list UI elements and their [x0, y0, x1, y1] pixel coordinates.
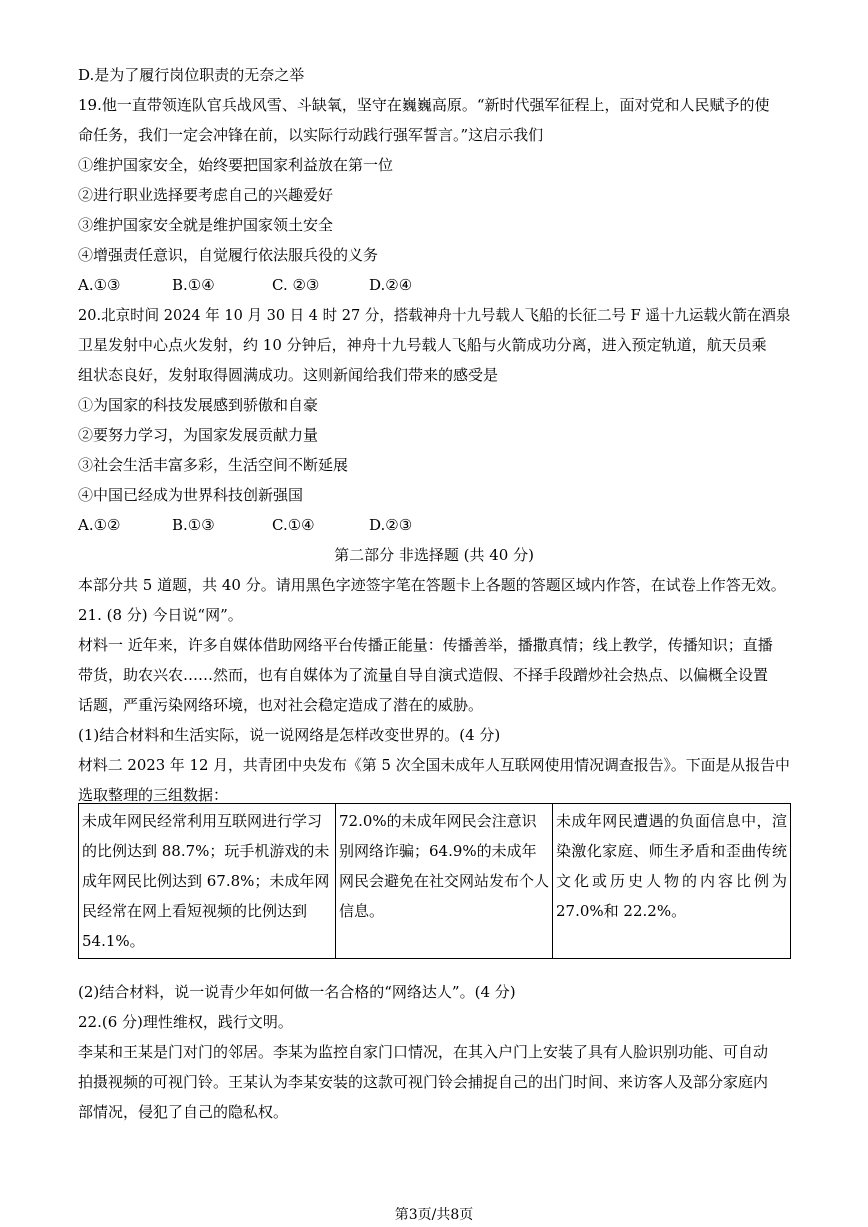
q20-statement-2: ②要努力学习，为国家发展贡献力量 [78, 426, 319, 444]
q21-subquestion-1: (1)结合材料和生活实际，说一说网络是怎样改变世界的。(4 分) [78, 726, 501, 744]
q21-material1-line-3: 话题，严重污染网络环境，也对社会稳定造成了潜在的威胁。 [78, 696, 484, 714]
q21-material2-line-1: 材料二 2023 年 12 月，共青团中央发布《第 5 次全国未成年人互联网使用情况调查报告》。下面是从报告中 [78, 756, 790, 774]
q22-line-2: 拍摄视频的可视门铃。王某认为李某安装的这款可视门铃会捕捉自己的出门时间、来访客人及部分家庭内 [78, 1073, 769, 1091]
q20-option-a: A.①② [78, 516, 121, 534]
q20-stem-line-3: 组状态良好，发射取得圆满成功。这则新闻给我们带来的感受是 [78, 366, 499, 384]
q20-statement-1: ①为国家的科技发展感到骄傲和自豪 [78, 396, 319, 414]
q19-option-c: C. ②③ [272, 276, 320, 294]
table-cell-fraud-privacy: 72.0%的未成年网民会注意识别网络诈骗；64.9%的未成年网民会避免在社交网站发布个人信息。 [336, 804, 553, 959]
q19-statement-3: ③维护国家安全就是维护国家领土安全 [78, 216, 334, 234]
table-cell-learning-gaming-video: 未成年网民经常利用互联网进行学习的比例达到 88.7%；玩手机游戏的未成年网民比例达到 67.8%；未成年网民经常在网上看短视频的比例达到 54.1%。 [79, 804, 336, 959]
q21-material2-line-2: 选取整理的三组数据： [78, 786, 229, 804]
q20-option-c: C.①④ [272, 516, 315, 534]
part2-instructions: 本部分共 5 道题，共 40 分。请用黑色字迹签字笔在答题卡上各题的答题区域内作答，在试卷上作答无效。 [78, 576, 786, 594]
q18-option-d: D.是为了履行岗位职责的无奈之举 [78, 66, 305, 84]
q22-line-3: 部情况，侵犯了自己的隐私权。 [78, 1103, 289, 1121]
q19-statement-1: ①维护国家安全，始终要把国家利益放在第一位 [78, 156, 394, 174]
q19-stem-line-1: 19.他一直带领连队官兵战风雪、斗缺氧，坚守在巍巍高原。“新时代强军征程上，面对党和人民赋予的使 [78, 96, 770, 114]
q21-material1-line-1: 材料一 近年来，许多自媒体借助网络平台传播正能量：传播善举，播撒真情；线上教学，传播知识；直播 [78, 636, 773, 654]
table-cell-negative-info: 未成年网民遭遇的负面信息中，渲染激化家庭、师生矛盾和歪曲传统文化或历史人物的内容比例为 27.0%和 22.2%。 [553, 804, 791, 959]
table-row [79, 804, 791, 959]
part2-title: 第二部分 非选择题 (共 40 分) [334, 546, 534, 564]
q20-option-d: D.②③ [369, 516, 413, 534]
q20-stem-line-1: 20.北京时间 2024 年 10 月 30 日 4 时 27 分，搭载神舟十九号载人飞船的长征二号 F 遥十九运载火箭在酒泉 [78, 306, 791, 324]
q22-line-1: 李某和王某是门对门的邻居。李某为监控自家门口情况，在其入户门上安装了具有人脸识别功能、可自动 [78, 1043, 769, 1061]
q20-stem-line-2: 卫星发射中心点火发射，约 10 分钟后，神舟十九号载人飞船与火箭成功分离，进入预定轨道，航天员乘 [78, 336, 767, 354]
q19-statement-4: ④增强责任意识，自觉履行依法服兵役的义务 [78, 246, 379, 264]
q20-option-b: B.①③ [172, 516, 215, 534]
page-number: 第3页/共8页 [394, 1207, 474, 1223]
q19-option-d: D.②④ [369, 276, 413, 294]
survey-data-table [78, 803, 791, 959]
q21-material1-line-2: 带货，助农兴农……然而，也有自媒体为了流量自导自演式造假、不择手段蹭炒社会热点、以偏概全设置 [78, 666, 769, 684]
q21-title: 21. (8 分) 今日说“网”。 [78, 606, 243, 624]
q19-stem-line-2: 命任务，我们一定会冲锋在前，以实际行动践行强军誓言。”这启示我们 [78, 126, 544, 144]
q19-option-b: B.①④ [172, 276, 215, 294]
q22-title: 22.(6 分)理性维权，践行文明。 [78, 1013, 293, 1031]
q19-option-a: A.①③ [78, 276, 121, 294]
q19-statement-2: ②进行职业选择要考虑自己的兴趣爱好 [78, 186, 334, 204]
q20-statement-3: ③社会生活丰富多彩，生活空间不断延展 [78, 456, 349, 474]
q20-statement-4: ④中国已经成为世界科技创新强国 [78, 486, 304, 504]
q21-subquestion-2: (2)结合材料，说一说青少年如何做一名合格的“网络达人”。(4 分) [78, 983, 516, 1001]
